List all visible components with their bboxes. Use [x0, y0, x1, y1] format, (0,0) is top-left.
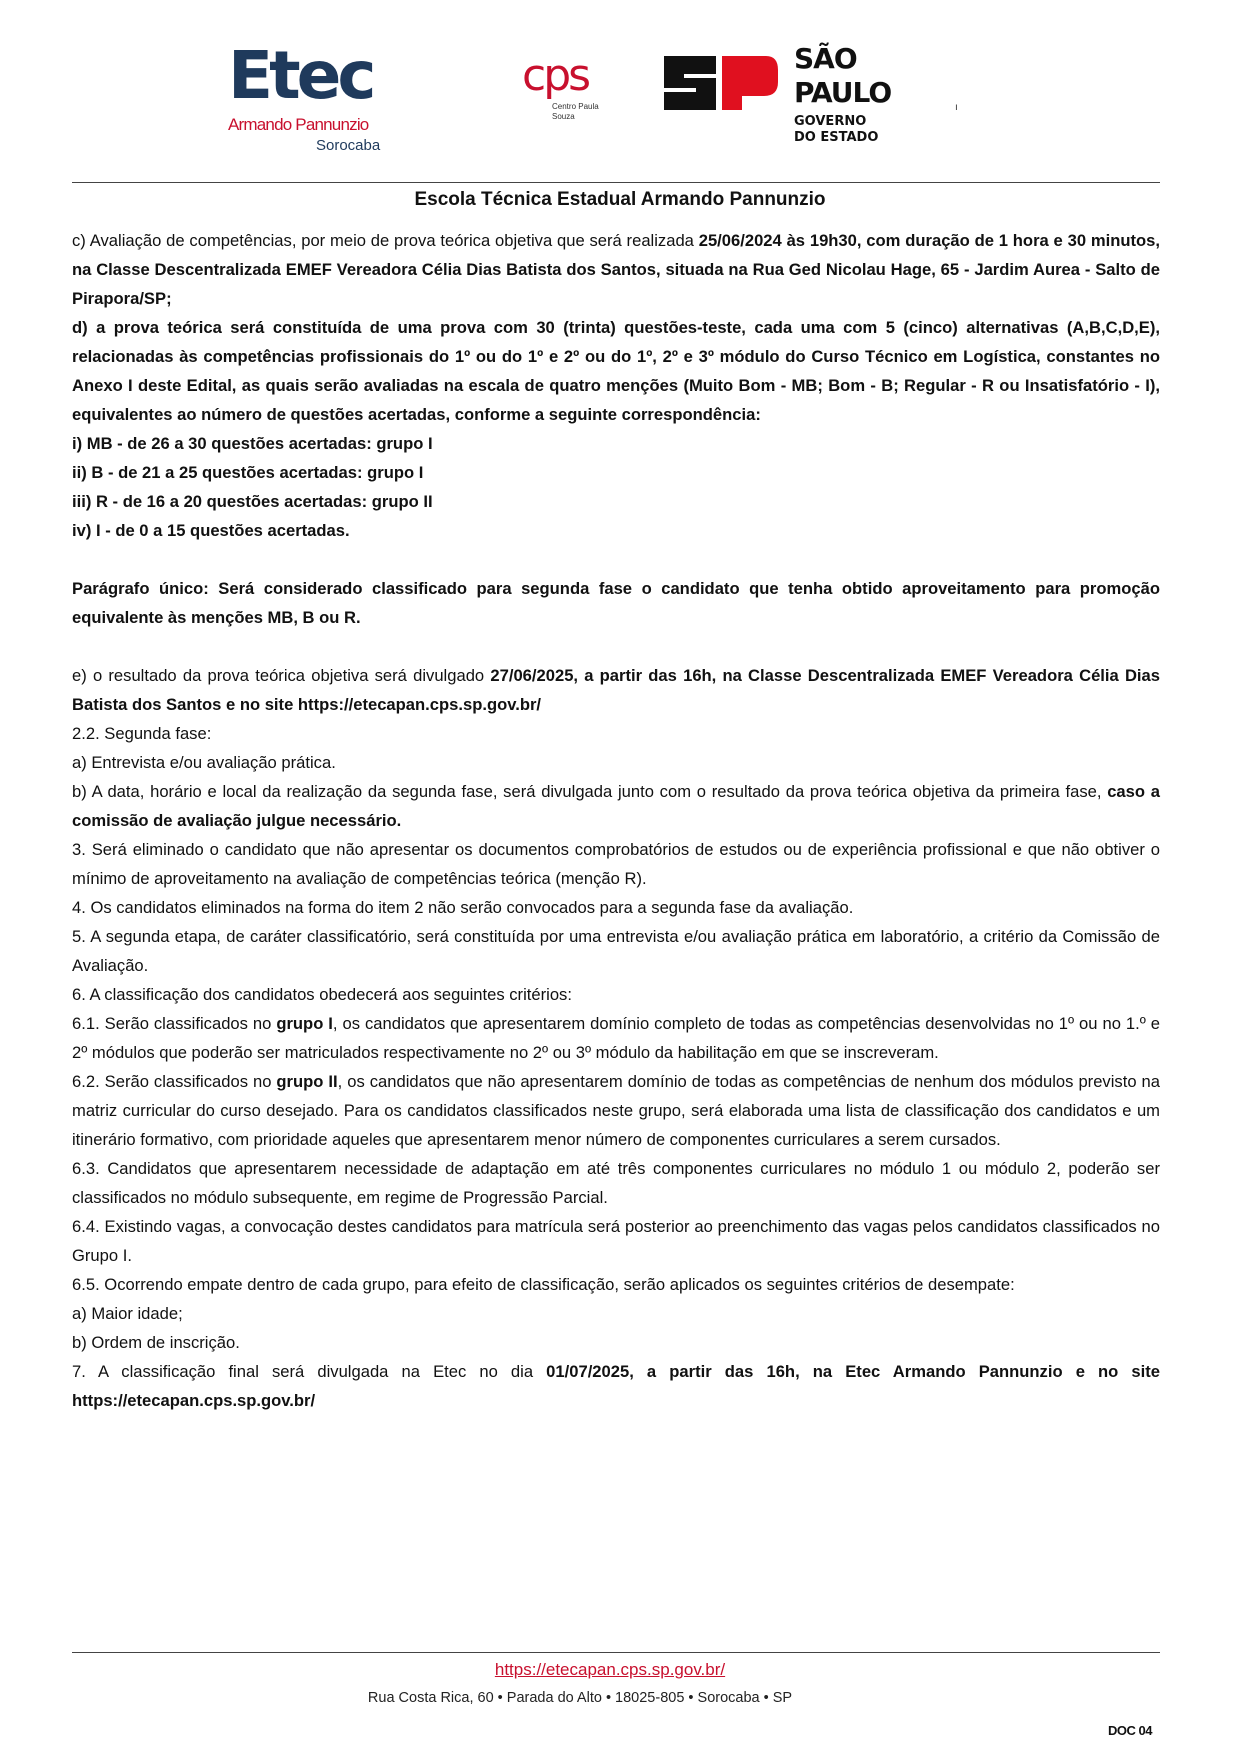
section-6: 6. A classificação dos candidatos obedecerá aos seguintes critérios: — [72, 985, 572, 1004]
footer-website-link[interactable]: https://etecapan.cps.sp.gov.br/ — [494, 1660, 726, 1679]
section-6-5: 6.5. Ocorrendo empate dentro de cada grupo, para efeito de classificação, serão aplicados os seguintes critérios de desempate: — [72, 1275, 1015, 1294]
section-6-1 — [72, 1009, 1160, 1067]
item-c-bold: 25/06/2024 às 19h30, com duração de 1 hora e 30 minutos, na Classe Descentralizada EMEF Vereadora Célia Dias Batista dos Santos, situada na Rua Ged Nicolau Hage, 65 - Jardim Aurea - Salto de Pirapora/SP; — [72, 231, 1160, 308]
spacer — [72, 632, 1160, 661]
section-2-2-b-text: b) A data, horário e local da realização da segunda fase, será divulgada junto com o resultado da prova teórica objetiva da primeira fase, — [72, 782, 1108, 801]
grade-item: iii) R - de 16 a 20 questões acertadas: grupo II — [72, 492, 433, 511]
item-e — [72, 661, 1160, 719]
sp-wordmark-line3: GOVERNO — [794, 114, 867, 129]
item-d: d) a prova teórica será constituída de uma prova com 30 (trinta) questões-teste, cada uma com 5 (cinco) alternativas (A,B,C,D,E), relacionadas às competências profissionais do 1º ou do 1º e 2º ou do 1º, 2º e 3º módulo do Curso Técnico em Logística, constantes no Anexo I deste Edital, as quais serão avaliadas na escala de quatro menções (Muito Bom - MB; Bom - B; Regular - R ou Insatisfatório - I), equivalentes ao número de questões acertadas, conforme a seguinte correspondência: — [72, 318, 1160, 424]
sp-wordmark-line2: PAULO — [794, 76, 892, 109]
sp-government-wordmark — [794, 42, 934, 146]
sp-wordmark-line1: SÃO — [794, 42, 857, 75]
grade-item: ii) B - de 21 a 25 questões acertadas: grupo I — [72, 463, 424, 482]
etec-logo-city: Sorocaba — [316, 137, 381, 154]
cps-logo — [522, 50, 618, 134]
section-6-1-bold: grupo I — [276, 1014, 333, 1033]
section-6-1-text: 6.1. Serão classificados no — [72, 1014, 277, 1033]
section-6-5-a: a) Maior idade; — [72, 1304, 183, 1323]
etec-logo — [228, 38, 428, 156]
cps-logo-subtitle: Centro Paula Souza — [552, 102, 599, 121]
etec-logo-school: Armando Pannunzio — [228, 115, 369, 134]
item-e-text: e) o resultado da prova teórica objetiva será divulgado — [72, 666, 491, 685]
sp-logo-p-shape — [722, 56, 778, 110]
sp-wordmark-line4: DO ESTADO — [794, 130, 879, 145]
etec-logo-word: Etec — [228, 37, 373, 114]
document-header — [0, 30, 1240, 170]
section-7 — [72, 1357, 1160, 1415]
footer-link-row — [0, 1658, 1240, 1683]
school-title: Escola Técnica Estadual Armando Pannunzio — [414, 189, 826, 210]
footer-address: Rua Costa Rica, 60 • Parada do Alto • 18025-805 • Sorocaba • SP — [367, 1690, 793, 1706]
item-c-text: c) Avaliação de competências, por meio de prova teórica objetiva que será realizada — [72, 231, 699, 250]
header-divider — [72, 182, 1160, 183]
spacer — [72, 545, 1160, 574]
section-7-bold: 01/07/2025, a partir das 16h, na Etec Armando Pannunzio e no site https://etecapan.cps.sp.gov.br/ — [72, 1362, 1160, 1410]
section-7-text: 7. A classificação final será divulgada na Etec no dia — [72, 1362, 547, 1381]
grade-item: i) MB - de 26 a 30 questões acertadas: grupo I — [72, 434, 433, 453]
item-e-bold: 27/06/2025, a partir das 16h, na Classe Descentralizada EMEF Vereadora Célia Dias Batista dos Santos e no site https://etecapan.cps.sp.gov.br/ — [72, 666, 1161, 714]
sp-government-logo-icon — [662, 52, 780, 114]
grade-item: iv) I - de 0 a 15 questões acertadas. — [72, 521, 350, 540]
section-6-2-rest: , os candidatos que não apresentarem domínio de todas as competências de nenhum dos módulos previsto na matriz curricular do curso desejado. Para os candidatos classificados neste grupo, será elaborada uma lista de classificação dos candidatos e um itinerário formativo, com prioridade aqueles que apresentarem menor número de componentes curriculares a serem cursados. — [72, 1072, 1160, 1149]
section-6-4: 6.4. Existindo vagas, a convocação destes candidatos para matrícula será posterior ao preenchimento das vagas pelos candidatos classificados no Grupo I. — [72, 1217, 1160, 1265]
scan-mark-icon: ı — [955, 102, 958, 113]
section-6-1-rest: , os candidatos que apresentarem domínio completo de todas as competências desenvolvidas no 1º ou no 1.º e 2º módulos que poderão ser matriculados respectivamente no 2º ou 3º módulo da habilitação em que se inscreveram. — [72, 1014, 1160, 1062]
section-2-2-b — [72, 777, 1160, 835]
section-6-5-b: b) Ordem de inscrição. — [72, 1333, 240, 1352]
footer-divider — [72, 1652, 1160, 1653]
section-6-2-bold: grupo II — [276, 1072, 338, 1091]
paragrafo-unico: Parágrafo único: Será considerado classificado para segunda fase o candidato que tenha obtido aproveitamento para promoção equivalente às menções MB, B ou R. — [72, 579, 1160, 627]
item-c — [72, 226, 1160, 313]
document-body — [72, 226, 1160, 1415]
section-2-2-a: a) Entrevista e/ou avaliação prática. — [72, 753, 336, 772]
section-6-2-text: 6.2. Serão classificados no — [72, 1072, 277, 1091]
section-6-2 — [72, 1067, 1160, 1154]
section-5: 5. A segunda etapa, de caráter classificatório, será constituída por uma entrevista e/ou avaliação prática em laboratório, a critério da Comissão de Avaliação. — [72, 927, 1160, 975]
section-4: 4. Os candidatos eliminados na forma do item 2 não serão convocados para a segunda fase da avaliação. — [72, 898, 854, 917]
section-6-3: 6.3. Candidatos que apresentarem necessidade de adaptação em até três componentes curriculares no módulo 1 ou módulo 2, poderão ser classificados no módulo subsequente, em regime de Progressão Parcial. — [72, 1159, 1160, 1207]
sp-logo-s-shape — [664, 56, 716, 110]
section-2-2: 2.2. Segunda fase: — [72, 724, 212, 743]
section-3: 3. Será eliminado o candidato que não apresentar os documentos comprobatórios de estudos ou de experiência profissional e que não obtiver o mínimo de aproveitamento na avaliação de competências teórica (menção R). — [72, 840, 1160, 888]
section-2-2-b-bold: caso a comissão de avaliação julgue necessário. — [72, 782, 1160, 830]
document-code: DOC 04 — [1108, 1723, 1152, 1738]
cps-logo-word: cps — [522, 50, 589, 101]
